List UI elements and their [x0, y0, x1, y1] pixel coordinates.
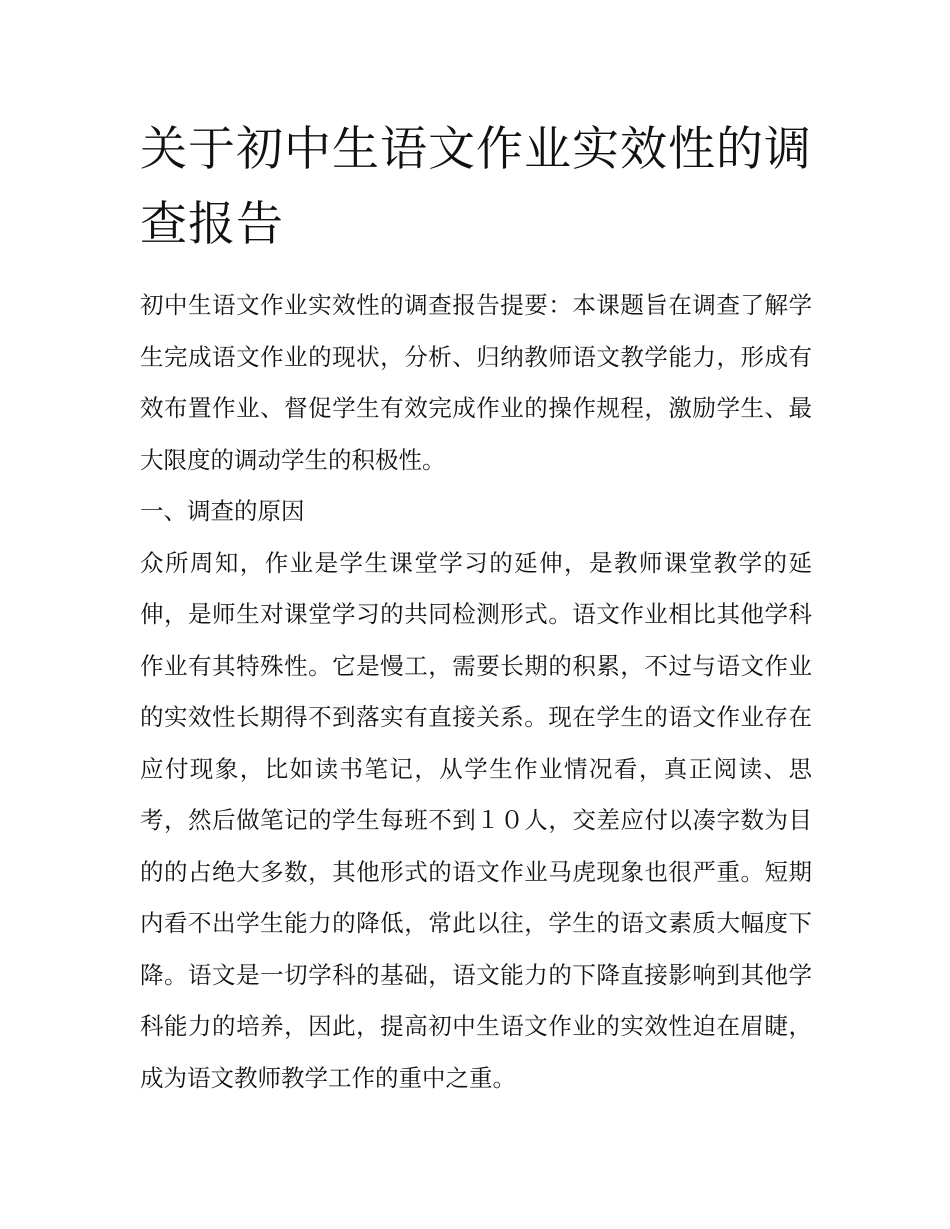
- section-heading-reasons: 一、调查的原因: [140, 497, 305, 525]
- section-body-reasons: 众所周知，作业是学生课堂学习的延伸，是教师课堂教学的延伸，是师生对课堂学习的共同检测形式。语文作业相比其他学科作业有其特殊性。它是慢工，需要长期的积累，不过与语文作业的实效性长期得不到落实有直接关系。现在学生的语文作业存在应付现象，比如读书笔记，从学生作业情况看，真正阅读、思考，然后做笔记的学生每班不到１０人，交差应付以凑字数为目的的占绝大多数，其他形式的语文作业马虎现象也很严重。短期内看不出学生能力的降低，常此以往，学生的语文素质大幅度下降。语文是一切学科的基础，语文能力的下降直接影响到其他学科能力的培养，因此，提高初中生语文作业的实效性迫在眉睫，成为语文教师教学工作的重中之重。: [140, 548, 812, 1092]
- document-title: 关于初中生语文作业实效性的调查报告: [140, 122, 812, 252]
- summary-paragraph: 初中生语文作业实效性的调查报告提要：本课题旨在调查了解学生完成语文作业的现状，分析、归纳教师语文教学能力，形成有效布置作业、督促学生有效完成作业的操作规程，激励学生、最大限度的调动学生的积极性。: [140, 291, 812, 474]
- document-page: [140, 112, 812, 1104]
